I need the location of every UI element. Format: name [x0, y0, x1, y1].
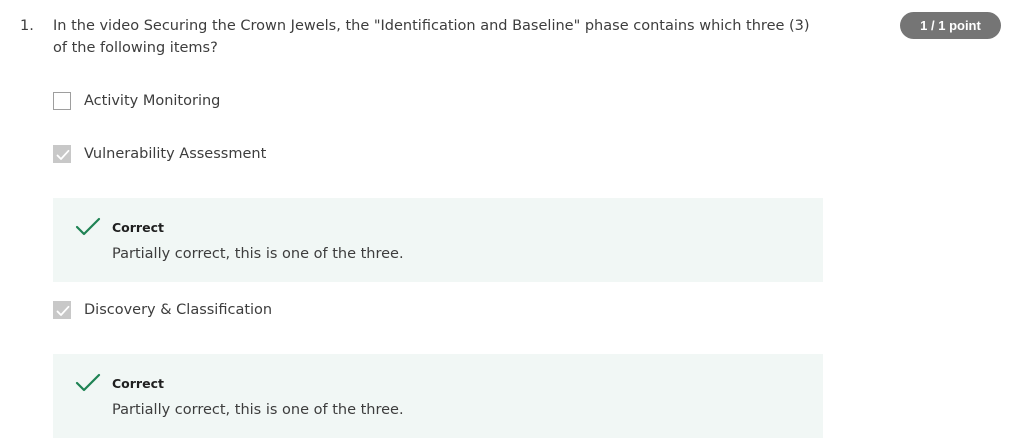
option-label: Vulnerability Assessment [84, 146, 267, 162]
feedback-title: Correct [112, 220, 164, 235]
feedback-text: Partially correct, this is one of the three. [112, 246, 404, 262]
checkmark-icon [75, 373, 101, 397]
score-badge: 1 / 1 point [900, 12, 1001, 39]
checkbox-unchecked-icon[interactable] [53, 92, 71, 110]
feedback-panel [53, 198, 823, 282]
option-label: Activity Monitoring [84, 93, 221, 109]
question-text: In the video Securing the Crown Jewels, the "Identification and Baseline" phase contains which three (3) of the following items? [53, 18, 810, 56]
feedback-title: Correct [112, 376, 164, 391]
feedback-panel [53, 354, 823, 438]
question-number: 1. [20, 18, 34, 34]
checkbox-checked-icon[interactable] [53, 145, 71, 163]
checkbox-checked-icon[interactable] [53, 301, 71, 319]
feedback-text: Partially correct, this is one of the three. [112, 402, 404, 418]
option-label: Discovery & Classification [84, 302, 273, 318]
checkmark-icon [75, 217, 101, 241]
